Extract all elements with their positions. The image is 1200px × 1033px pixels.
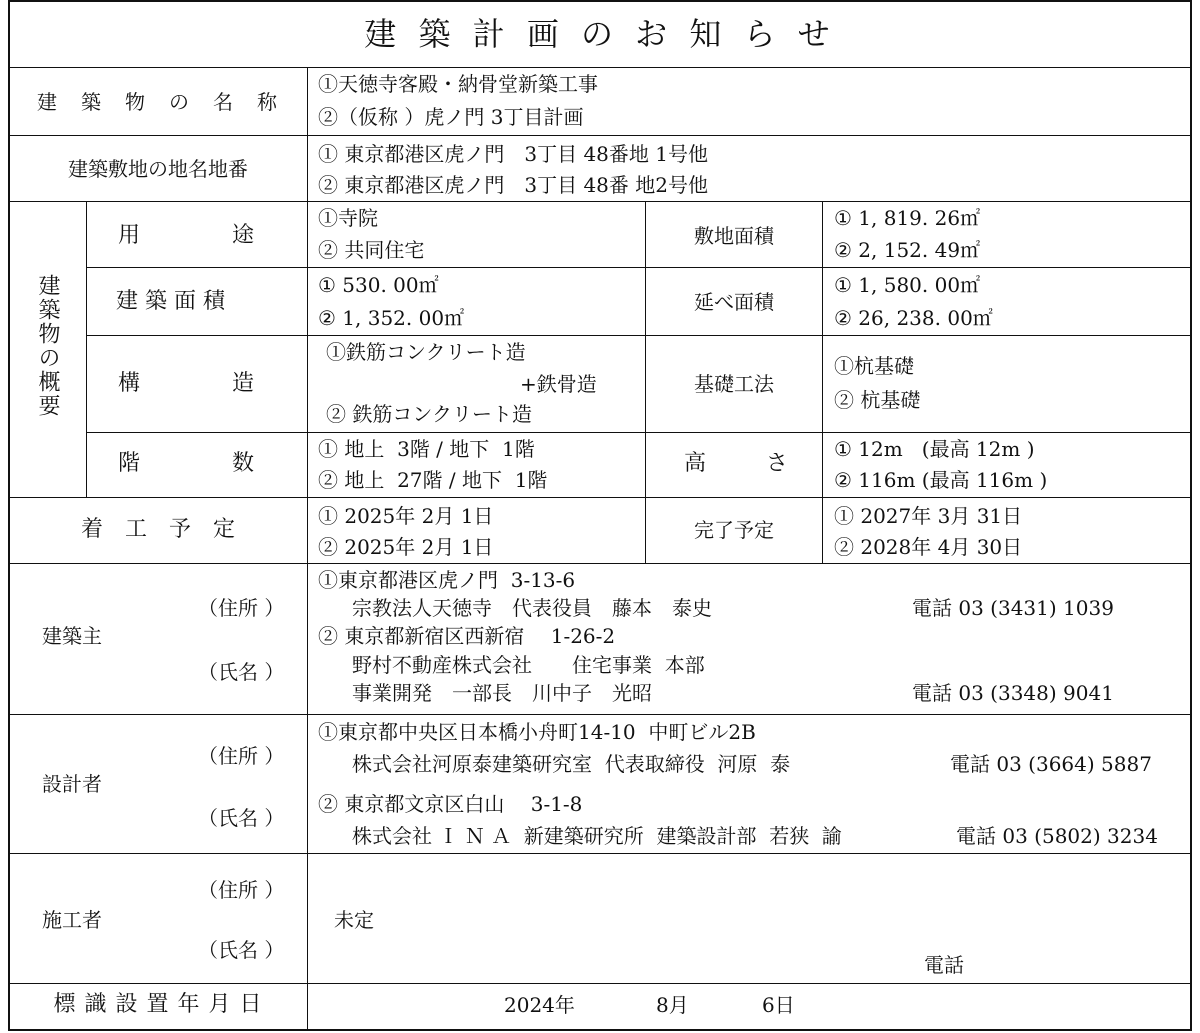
designer-label: 設計者 [42,772,102,796]
floors-2: ② 地上 27階 / 地下 1階 [318,468,548,492]
structure-label-a: 構 [118,371,141,396]
height-label-b: さ [766,451,789,476]
start-2: ② 2025年 2月 1日 [318,535,494,559]
height-label-a: 高 [684,451,707,476]
designer-address-label: （住所 ） [198,744,285,768]
building-name-label: 建 築 物 の 名 称 [37,90,279,114]
floors-1: ① 地上 3階 / 地下 1階 [318,437,535,461]
structure-2: ② 鉄筋コンクリート造 [326,402,532,426]
owner-line-1: ①東京都港区虎ノ門 3-13-6 [318,568,576,592]
rule [8,853,1192,854]
structure-1b: +鉄骨造 [520,372,597,396]
foundation-label: 基礎工法 [694,372,774,396]
rule [86,335,1192,336]
building-name-1: ①天徳寺客殿・納骨堂新築工事 [318,72,598,96]
posted-year: 2024年 [504,993,575,1017]
building-name-2: ②（仮称 ）虎ノ門 3丁目計画 [318,105,584,129]
owner-name-label: （氏名 ） [198,660,285,684]
foundation-1: ①杭基礎 [834,354,914,378]
building-area-label: 建 築 面 積 [116,289,225,314]
designer-line-2: 株式会社河原泰建築研究室 代表取締役 河原 泰 [352,752,791,776]
completion-label: 完了予定 [694,518,774,542]
overview-label: 建築物の概要 [35,274,60,418]
rule [8,67,1192,68]
use-label-a: 用 [118,223,141,248]
use-label-b: 途 [232,223,255,248]
rule [8,563,1192,564]
owner-line-3: ② 東京都新宿区西新宿 1-26-2 [318,624,616,648]
rule [86,432,1192,433]
start-1: ① 2025年 2月 1日 [318,504,494,528]
floors-label-b: 数 [232,451,255,476]
owner-phone-1: 電話 03 (3431) 1039 [912,596,1114,620]
site-area-1: ① 1, 819. 26㎡ [834,206,981,230]
contractor-phone-label: 電話 [924,953,964,977]
building-area-1: ① 530. 00㎡ [318,273,439,297]
posted-month: 8月 [656,993,689,1017]
owner-address-label: （住所 ） [198,596,285,620]
floor-area-2: ② 26, 238. 00㎡ [834,306,993,330]
designer-phone-1: 電話 03 (3664) 5887 [950,752,1152,776]
rule [86,267,1192,268]
contractor-name-label: （氏名 ） [198,938,285,962]
height-2: ② 116m (最高 116m ) [834,468,1048,492]
site-label: 建築敷地の地名地番 [68,157,248,181]
rule [8,983,1192,984]
rule [8,201,1192,202]
site-area-label: 敷地面積 [694,224,774,248]
use-2: ② 共同住宅 [318,238,425,262]
structure-label-b: 造 [232,371,255,396]
contractor-address-label: （住所 ） [198,878,285,902]
posted-label: 標 識 設 置 年 月 日 [53,992,263,1017]
floor-area-label: 延べ面積 [694,290,774,314]
building-area-2: ② 1, 352. 00㎡ [318,306,465,330]
foundation-2: ② 杭基礎 [834,388,921,412]
notice-title: 建 築 計 画 の お 知 ら せ [364,15,836,53]
posted-day: 6日 [762,993,795,1017]
designer-name-label: （氏名 ） [198,806,285,830]
owner-line-4: 野村不動産株式会社 住宅事業 本部 [352,653,705,677]
contractor-label: 施工者 [42,908,102,932]
contractor-value: 未定 [334,908,374,932]
rule [8,135,1192,136]
owner-line-5: 事業開発 一部長 川中子 光昭 [352,681,652,705]
designer-phone-2: 電話 03 (5802) 3234 [956,824,1158,848]
rule [307,67,308,1031]
structure-1: ①鉄筋コンクリート造 [326,340,526,364]
floors-label-a: 階 [118,451,141,476]
start-label: 着 工 予 定 [80,517,235,542]
site-area-2: ② 2, 152. 49㎡ [834,238,981,262]
completion-2: ② 2028年 4月 30日 [834,535,1023,559]
rule [8,714,1192,715]
completion-1: ① 2027年 3月 31日 [834,504,1023,528]
rule [8,497,1192,498]
height-1: ① 12m (最高 12m ) [834,437,1035,461]
owner-line-2: 宗教法人天徳寺 代表役員 藤本 泰史 [352,596,712,620]
site-2: ② 東京都港区虎ノ門 3丁目 48番 地2号他 [318,173,708,197]
use-1: ①寺院 [318,206,378,230]
rule [86,201,87,497]
designer-line-4: 株式会社 Ｉ Ｎ Ａ 新建築研究所 建築設計部 若狭 諭 [352,824,842,848]
designer-line-3: ② 東京都文京区白山 3-1-8 [318,792,583,816]
owner-phone-2: 電話 03 (3348) 9041 [912,681,1114,705]
site-1: ① 東京都港区虎ノ門 3丁目 48番地 1号他 [318,142,708,166]
designer-line-1: ①東京都中央区日本橋小舟町14-10 中町ビル2B [318,720,756,744]
rule [822,201,823,563]
floor-area-1: ① 1, 580. 00㎡ [834,273,981,297]
owner-label: 建築主 [42,624,102,648]
